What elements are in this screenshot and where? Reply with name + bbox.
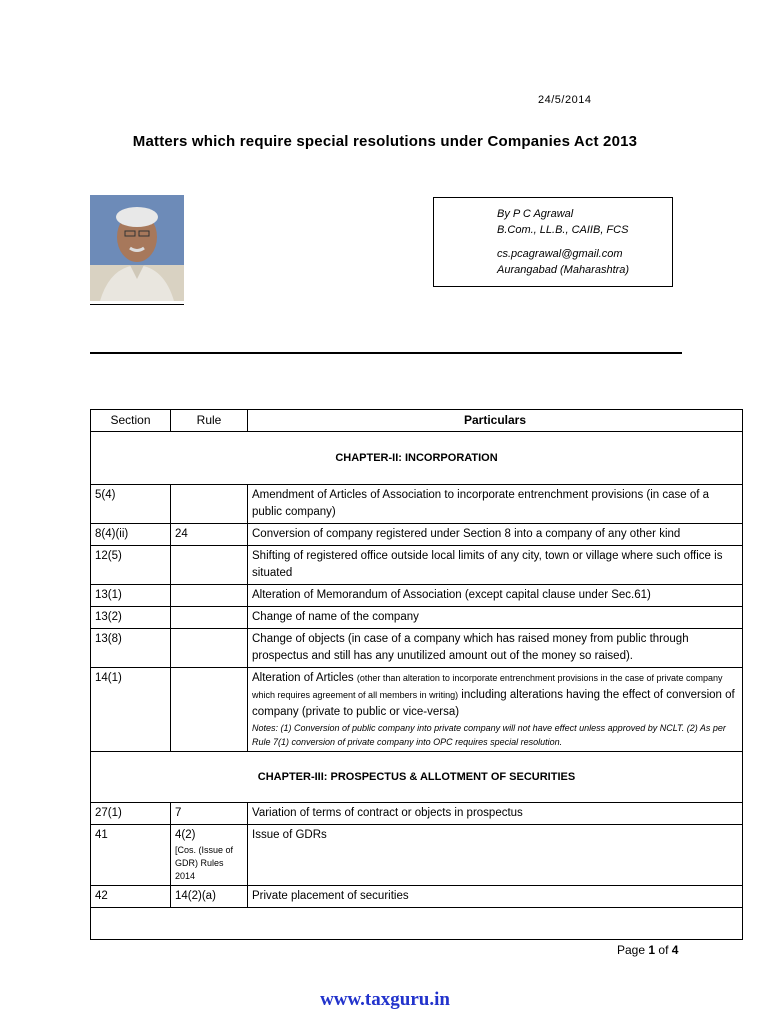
particulars-cell: Private placement of securities <box>248 886 743 908</box>
particulars-cell: Variation of terms of contract or objects in prospectus <box>248 803 743 825</box>
horizontal-divider <box>90 352 682 354</box>
particulars-cell <box>248 668 743 752</box>
rule-cell <box>171 607 248 629</box>
rule-cell <box>171 546 248 585</box>
section-cell: 27(1) <box>91 803 171 825</box>
chapter-row <box>91 432 743 485</box>
section-cell: 12(5) <box>91 546 171 585</box>
particulars-cell: Shifting of registered office outside local limits of any city, town or village where such office is situated <box>248 546 743 585</box>
author-photo <box>90 195 184 301</box>
particulars-cell: Issue of GDRs <box>248 825 743 886</box>
rule-note: [Cos. (Issue of GDR) Rules 2014 <box>175 845 234 881</box>
table-row <box>91 485 743 524</box>
rule-cell <box>171 668 248 752</box>
page-of: of <box>658 943 669 957</box>
table-row <box>91 629 743 668</box>
particulars-continuation: including alterations having the effect of conversion of company (private to public or vice-versa) <box>252 689 735 718</box>
particulars-parenthetical: (other than alteration to incorporate entrenchment provisions in the case of private company which requires agreement of all members in writing) <box>252 673 723 700</box>
photo-underline <box>90 304 184 305</box>
author-qualifications: B.Com., LL.B., CAIIB, FCS <box>497 224 629 236</box>
particulars-notes: Notes: (1) Conversion of public company into private company will not have effect unless approved by NCLT. (2) As per Rule 7(1) conversion of private company into OPC requires special resolution. <box>252 723 726 747</box>
section-cell: 14(1) <box>91 668 171 752</box>
section-cell: 5(4) <box>91 485 171 524</box>
author-portrait-image <box>90 195 184 301</box>
particulars-main-text: Alteration of Articles <box>252 672 354 684</box>
author-info-box <box>433 197 673 287</box>
rule-cell: 24 <box>171 524 248 546</box>
rule-cell: 14(2)(a) <box>171 886 248 908</box>
page-number <box>617 943 678 957</box>
header-section: Section <box>91 410 171 432</box>
table-row <box>91 886 743 908</box>
table-row <box>91 803 743 825</box>
rule-cell <box>171 485 248 524</box>
page-current: 1 <box>648 943 656 957</box>
rule-cell: 7 <box>171 803 248 825</box>
chapter-row <box>91 752 743 803</box>
page-total: 4 <box>671 943 679 957</box>
particulars-cell: Amendment of Articles of Association to incorporate entrenchment provisions (in case of a public company) <box>248 485 743 524</box>
header-rule: Rule <box>171 410 248 432</box>
section-cell: 42 <box>91 886 171 908</box>
author-location: Aurangabad (Maharashtra) <box>497 264 630 276</box>
table-row <box>91 546 743 585</box>
chapter-heading: CHAPTER-II: INCORPORATION <box>91 432 743 485</box>
particulars-cell: Change of name of the company <box>248 607 743 629</box>
section-cell: 13(2) <box>91 607 171 629</box>
empty-row <box>91 908 743 940</box>
section-cell: 8(4)(ii) <box>91 524 171 546</box>
section-cell: 41 <box>91 825 171 886</box>
table-row <box>91 607 743 629</box>
table-row <box>91 524 743 546</box>
particulars-cell: Conversion of company registered under Section 8 into a company of any other kind <box>248 524 743 546</box>
particulars-cell: Change of objects (in case of a company which has raised money from public through prospectus and still has any unutilized amount out of the money so raised). <box>248 629 743 668</box>
rule-number: 4(2) <box>175 829 196 841</box>
document-title: Matters which require special resolutions under Companies Act 2013 <box>132 133 638 150</box>
header-particulars: Particulars <box>248 410 743 432</box>
table-row <box>91 668 743 752</box>
particulars-cell: Alteration of Memorandum of Association (except capital clause under Sec.61) <box>248 585 743 607</box>
website-link[interactable]: www.taxguru.in <box>320 989 450 1010</box>
document-date: 24/5/2014 <box>538 94 592 106</box>
table-row <box>91 825 743 886</box>
page-prefix: Page <box>617 943 646 957</box>
author-email[interactable]: cs.pcagrawal@gmail.com <box>497 248 623 260</box>
author-name: By P C Agrawal <box>497 208 574 220</box>
section-cell: 13(1) <box>91 585 171 607</box>
section-cell: 13(8) <box>91 629 171 668</box>
chapter-heading: CHAPTER-III: PROSPECTUS & ALLOTMENT OF SECURITIES <box>91 752 743 803</box>
rule-cell <box>171 585 248 607</box>
rule-cell <box>171 629 248 668</box>
special-resolutions-table <box>90 409 743 940</box>
table-header-row <box>91 410 743 432</box>
empty-cell <box>91 908 743 940</box>
table-row <box>91 585 743 607</box>
rule-cell <box>171 825 248 886</box>
